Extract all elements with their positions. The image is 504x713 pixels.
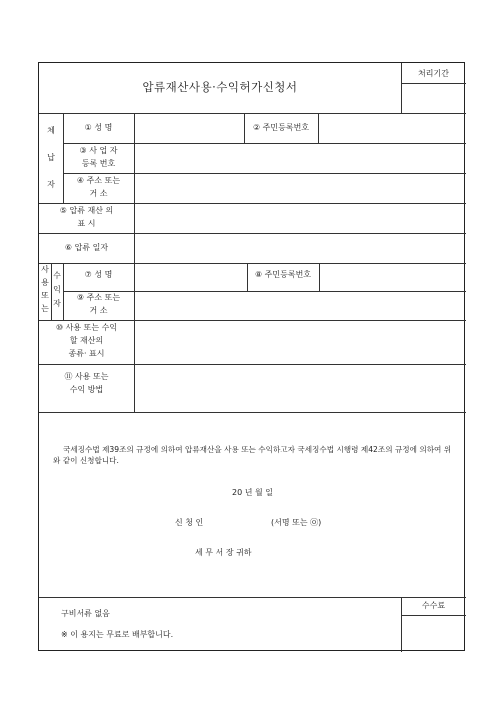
usage-property-label: 할 재산의 [69,336,104,345]
taxpayer-address-label: ④ 주소 또는 [76,176,121,185]
form-title: 압류재산사용·수익허가신청서 [142,80,298,94]
signature-note: (서명 또는 ㉧) [271,518,322,527]
applicant-label: 신 청 인 [175,518,204,527]
taxpayer-group-char: 납 [47,153,55,162]
user-address-field[interactable] [135,292,465,319]
fee-line [401,615,466,616]
user-group-char: 용 [41,278,49,287]
taxpayer-name-label: ① 성 명 [84,123,113,132]
date-line: 20 년 월 일 [232,488,273,497]
taxpayer-business-no-field[interactable] [135,144,465,172]
user-group-char: 는 [41,304,49,313]
usage-property-label: ⑩ 사용 또는 수익 [55,323,118,332]
usage-property-field[interactable] [135,321,465,363]
user-group-char: 익 [53,285,61,294]
taxpayer-name-field[interactable] [135,114,244,142]
user-group-char: 수 [53,271,61,280]
usage-method-label: 수익 방법 [69,385,104,394]
user-address-label: 거 소 [89,306,108,315]
seized-property-field[interactable] [135,204,465,232]
usage-property-label: 종류· 표시 [68,349,105,358]
seizure-date-label: ⑥ 압류 일자 [64,243,109,252]
taxpayer-address-field[interactable] [135,174,465,202]
taxpayer-resident-no-field[interactable] [319,114,465,142]
user-name-field[interactable] [135,264,247,290]
fee-label: 수수료 [421,601,446,610]
seized-property-label: 표 시 [77,219,96,228]
applicant-name-field[interactable] [219,515,269,529]
seizure-date-field[interactable] [135,234,465,262]
taxpayer-group-char: 자 [47,180,55,189]
taxpayer-business-no-label: 등록 번호 [81,159,116,168]
user-address-label: ⑨ 주소 또는 [76,293,121,302]
user-resident-no-field[interactable] [320,264,465,290]
user-group-char: 자 [53,299,61,308]
addressee: 세 무 서 장 귀하 [195,548,252,557]
taxpayer-address-label: 거 소 [89,189,108,198]
taxpayer-resident-no-label: ② 주민등록번호 [252,123,310,132]
user-group-char: 또 [41,291,49,300]
processing-period-line [401,83,466,84]
declaration-text: 국세징수법 제39조의 규정에 의하여 압류재산을 사용 또는 수익하고자 국세징수법 시행령 제42조의 규정에 의하여 위와 같이 신청합니다. [53,445,452,465]
user-group-char: 사 [41,265,49,274]
required-documents: 구비서류 없음 [61,609,110,618]
user-name-label: ⑦ 성 명 [84,270,113,279]
usage-method-field[interactable] [135,365,465,411]
processing-period-label: 처리기간 [418,69,449,78]
seized-property-label: ⑤ 압류 재산 의 [59,206,114,215]
row-border [39,412,466,413]
user-resident-no-label: ⑧ 주민등록번호 [254,270,312,279]
free-distribution-note: ※ 이 용지는 무료로 배부합니다. [61,630,174,639]
application-form [38,62,465,651]
taxpayer-group-char: 체 [47,126,55,135]
taxpayer-business-no-label: ③ 사 업 자 [79,146,118,155]
usage-method-label: ⑪ 사용 또는 [64,372,109,381]
